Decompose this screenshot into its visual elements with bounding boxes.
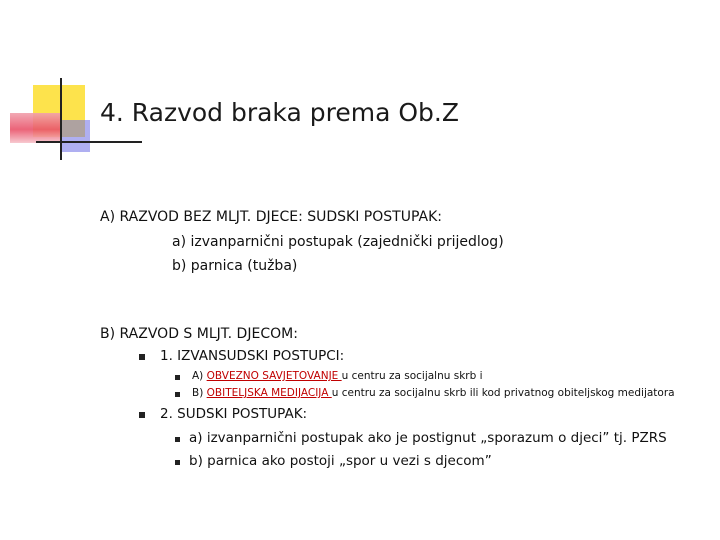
item1-sub1-rest: u centru za socijalnu skrb i <box>341 370 483 382</box>
item1-sub1 <box>192 370 483 382</box>
item2-sub1: a) izvanparnični postupak ako je postignut „sporazum o djeci” tj. PZRS <box>189 430 667 446</box>
section-a-line3: b) parnica (tužba) <box>172 258 298 274</box>
decor-red-square <box>10 113 60 143</box>
item1-sub1-highlight: OBVEZNO SAVJETOVANJE <box>206 370 342 382</box>
section-b-heading: B) RAZVOD S MLJT. DJECOM: <box>100 326 298 342</box>
bullet-square-icon <box>139 354 145 360</box>
item1-label: 1. IZVANSUDSKI POSTUPCI: <box>160 348 345 364</box>
decor-blue-square <box>62 120 90 152</box>
item1-sub2-prefix: B) <box>192 387 207 399</box>
slide-title: 4. Razvod braka prema Ob.Z <box>100 98 459 127</box>
item2-sub2: b) parnica ako postoji „spor u vezi s djecom” <box>189 453 492 469</box>
bullet-square-icon <box>175 375 180 380</box>
section-a-line1: A) RAZVOD BEZ MLJT. DJECE: SUDSKI POSTUPAK: <box>100 209 442 225</box>
item1-sub2-highlight: OBITELJSKA MEDIJACIJA <box>206 387 332 399</box>
bullet-square-icon <box>175 437 180 442</box>
bullet-square-icon <box>175 460 180 465</box>
bullet-square-icon <box>139 412 145 418</box>
decor-horizontal-line <box>36 141 142 143</box>
item1-sub2-rest: u centru za socijalnu skrb ili kod privatnog obiteljskog medijatora <box>331 387 675 399</box>
item2-label: 2. SUDSKI POSTUPAK: <box>160 406 308 422</box>
item1-sub1-prefix: A) <box>192 370 207 382</box>
item1-sub2 <box>192 387 675 399</box>
decor-vertical-line <box>60 78 62 160</box>
section-a-line2: a) izvanparnični postupak (zajednički prijedlog) <box>172 234 504 250</box>
bullet-square-icon <box>175 392 180 397</box>
